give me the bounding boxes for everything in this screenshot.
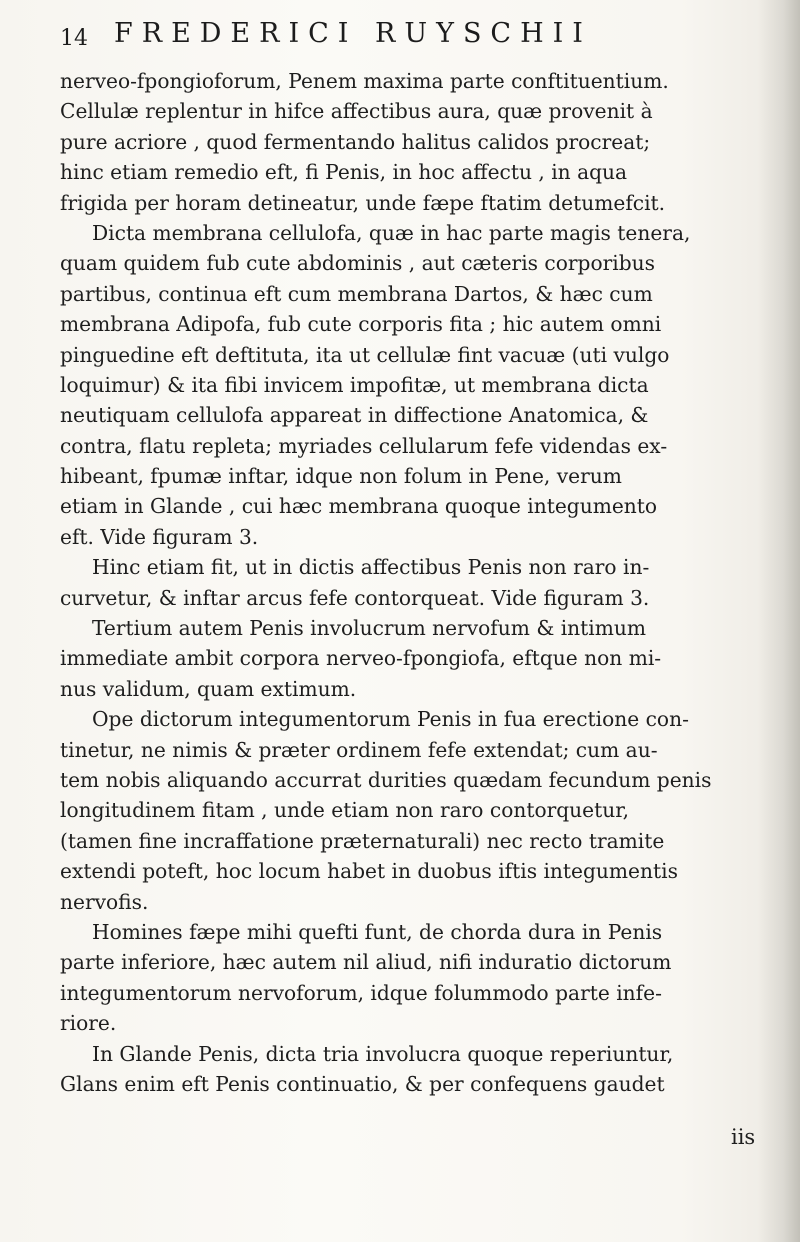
text-line: Glans enim eft Penis continuatio, & per confequens gaudet: [60, 1071, 665, 1096]
text-line: membrana Adipofa, fub cute corporis fita ; hic autem omni: [60, 312, 662, 337]
running-head: [60, 12, 760, 72]
text-line: nerveo-fpongioforum, Penem maxima parte conftituentium.: [60, 69, 669, 93]
body-text: [60, 66, 782, 1099]
text-line: partibus, continua eft cum membrana Dartos, & hæc cum: [60, 281, 653, 306]
paragraph-start-line: Ope dictorum integumentorum Penis in fua erectione con-: [92, 707, 689, 732]
paragraph-start-line: Homines fæpe mihi quefti funt, de chorda dura in Penis: [92, 919, 663, 944]
catchword: iis: [731, 1125, 756, 1149]
paragraph-start-line: Tertium autem Penis involucrum nervofum & intimum: [92, 616, 647, 641]
text-line: pure acriore , quod fermentando halitus calidos procreat;: [60, 129, 651, 154]
text-line: extendi poteft, hoc locum habet in duobus iftis integumentis: [60, 859, 678, 884]
text-line: Cellulæ replentur in hifce affectibus aura, quæ provenit à: [60, 99, 653, 124]
text-line: contra, flatu repleta; myriades cellularum fefe videndas ex-: [60, 433, 668, 458]
text-line: curvetur, & inftar arcus fefe contorqueat. Vide figuram 3.: [60, 585, 650, 610]
running-title: FREDERICI RUYSCHII: [114, 18, 592, 49]
text-line: hinc etiam remedio eft, fi Penis, in hoc affectu , in aqua: [60, 160, 628, 185]
text-line: riore.: [60, 1011, 117, 1036]
text-line: loquimur) & ita fibi invicem impofitæ, ut membrana dicta: [60, 372, 649, 397]
text-line: longitudinem fitam , unde etiam non raro contorquetur,: [60, 798, 630, 823]
text-line: neutiquam cellulofa appareat in diffectione Anatomica, &: [60, 403, 649, 428]
text-line: hibeant, fpumæ inftar, idque non folum in Pene, verum: [60, 464, 622, 489]
text-line: tem nobis aliquando accurrat durities quædam fecundum penis: [60, 767, 712, 792]
text-line: (tamen fine incraffatione præternaturali) nec recto tramite: [60, 828, 665, 853]
text-line: pinguedine eft deftituta, ita ut cellulæ fint vacuæ (uti vulgo: [60, 342, 670, 367]
text-line: tinetur, ne nimis & præter ordinem fefe extendat; cum au-: [60, 737, 658, 762]
text-line: parte inferiore, hæc autem nil aliud, nifi induratio dictorum: [60, 950, 672, 975]
text-line: integumentorum nervoforum, idque folummodo parte infe-: [60, 980, 662, 1005]
text-line: nervofis.: [60, 889, 149, 914]
paragraph-start-line: Dicta membrana cellulofa, quæ in hac parte magis tenera,: [92, 220, 691, 245]
text-line: immediate ambit corpora nerveo-fpongiofa, eftque non mi-: [60, 646, 662, 671]
page-number: 14: [60, 26, 88, 51]
text-line: etiam in Glande , cui hæc membrana quoque integumento: [60, 494, 658, 519]
paragraph-start-line: Hinc etiam fit, ut in dictis affectibus Penis non raro in-: [92, 555, 650, 580]
text-line: frigida per horam detineatur, unde fæpe ftatim detumefcit.: [60, 190, 666, 215]
text-line: eft. Vide figuram 3.: [60, 524, 259, 549]
paragraph-start-line: In Glande Penis, dicta tria involucra quoque reperiuntur,: [92, 1041, 674, 1066]
text-line: quam quidem fub cute abdominis , aut cæteris corporibus: [60, 251, 655, 276]
text-line: nus validum, quam extimum.: [60, 676, 357, 701]
